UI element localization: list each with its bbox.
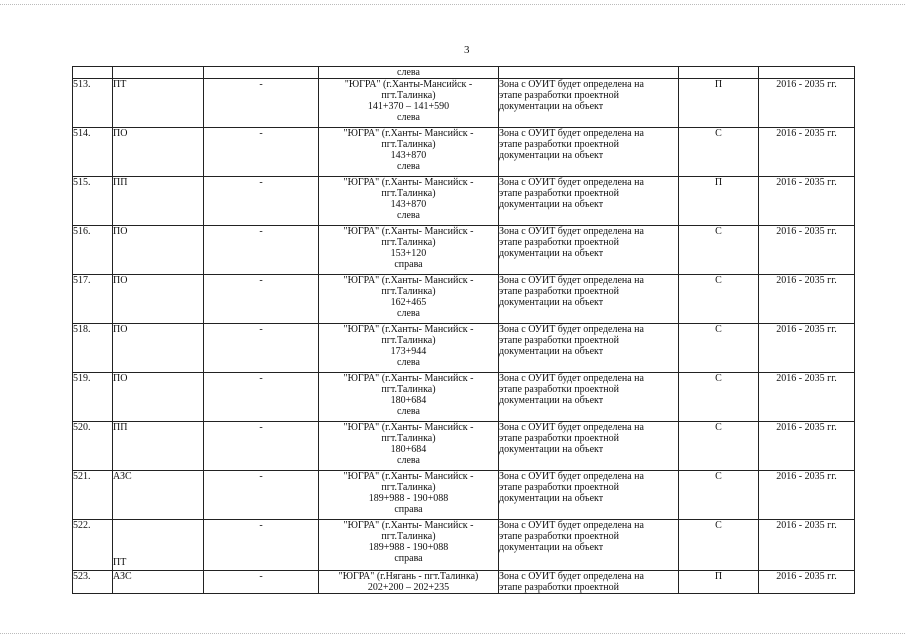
object-type: ПО [113,275,204,324]
objects-table [72,66,855,594]
table-row [73,177,855,226]
row-number: 514. [73,128,113,177]
zone-line: этапе разработки проектной [499,237,619,248]
object-type: ПП [113,177,204,226]
empty-value: - [204,128,319,177]
location-cell [319,128,499,177]
category-cell: П [679,177,759,226]
category-cell: С [679,471,759,520]
location-cell [319,226,499,275]
location-cell [319,520,499,571]
location-line: слева [397,308,420,319]
period-cell: 2016 - 2035 гг. [759,128,855,177]
period-cell: 2016 - 2035 гг. [759,471,855,520]
scan-edge-top [0,4,905,8]
zone-line: документации на объект [499,346,604,357]
category-cell: С [679,422,759,471]
row-number: 518. [73,324,113,373]
location-line: "ЮГРА" (г.Ханты- Мансийск - [343,128,474,139]
location-line: слева [397,161,420,172]
location-line: справа [394,259,423,270]
location-cell [319,275,499,324]
location-line: 180+684 [390,444,427,455]
zone-line: этапе разработки проектной [499,90,619,101]
zone-cell [499,79,679,128]
location-line: "ЮГРА" (г.Ханты-Мансийск - [344,79,473,90]
location-line: пгт.Талинка) [381,139,436,150]
empty-value: - [204,177,319,226]
zone-line: Зона с ОУИТ будет определена на [499,324,644,335]
category-cell: С [679,275,759,324]
location-line: слева [397,112,420,123]
object-type: АЗС [113,471,204,520]
location-line: 153+120 [390,248,427,259]
zone-line: этапе разработки проектной [499,433,619,444]
table-cell [759,67,855,79]
row-number: 521. [73,471,113,520]
table-row [73,275,855,324]
table-cell [679,67,759,79]
object-type: ПТ [113,520,204,571]
location-line: "ЮГРА" (г.Ханты- Мансийск - [343,520,474,531]
location-line: 189+988 - 190+088 [368,542,449,553]
location-line: слева [397,406,420,417]
table-row [73,520,855,571]
page-number: 3 [464,44,470,56]
row-number: 520. [73,422,113,471]
zone-cell [499,373,679,422]
object-type: ПО [113,226,204,275]
zone-line: Зона с ОУИТ будет определена на [499,373,644,384]
zone-line: документации на объект [499,395,604,406]
zone-line: Зона с ОУИТ будет определена на [499,275,644,286]
zone-line: Зона с ОУИТ будет определена на [499,471,644,482]
category-cell: С [679,520,759,571]
location-line: слева [397,210,420,221]
empty-value: - [204,226,319,275]
table-cell [73,67,113,79]
category-cell: С [679,128,759,177]
zone-line: документации на объект [499,101,604,112]
zone-line: этапе разработки проектной [499,531,619,542]
location-cell [319,373,499,422]
location-line: пгт.Талинка) [381,286,436,297]
location-cell [319,324,499,373]
empty-value: - [204,373,319,422]
category-cell: С [679,324,759,373]
table-row [73,471,855,520]
table-row [73,79,855,128]
table-cell [113,67,204,79]
zone-line: документации на объект [499,248,604,259]
period-cell: 2016 - 2035 гг. [759,571,855,594]
zone-line: документации на объект [499,444,604,455]
empty-value: - [204,520,319,571]
location-cell: слева [319,67,499,79]
zone-cell [499,128,679,177]
empty-value: - [204,571,319,594]
period-cell: 2016 - 2035 гг. [759,422,855,471]
table-cell [204,67,319,79]
zone-line: Зона с ОУИТ будет определена на [499,571,644,582]
zone-line: документации на объект [499,542,604,553]
zone-cell [499,471,679,520]
row-number: 522. [73,520,113,571]
location-line: "ЮГРА" (г.Ханты- Мансийск - [343,226,474,237]
category-cell: П [679,571,759,594]
zone-line: Зона с ОУИТ будет определена на [499,226,644,237]
zone-line: документации на объект [499,199,604,210]
location-line: 173+944 [390,346,427,357]
table-row [73,373,855,422]
period-cell: 2016 - 2035 гг. [759,373,855,422]
table-row [73,324,855,373]
period-cell: 2016 - 2035 гг. [759,79,855,128]
location-line: 143+870 [390,150,427,161]
empty-value: - [204,324,319,373]
location-line: справа [394,553,423,564]
zone-cell [499,177,679,226]
location-line: пгт.Талинка) [381,384,436,395]
row-number: 519. [73,373,113,422]
location-line: пгт.Талинка) [381,188,436,199]
location-line: 202+200 – 202+235 [367,582,450,593]
location-line: справа [394,504,423,515]
object-type: АЗС [113,571,204,594]
period-cell: 2016 - 2035 гг. [759,275,855,324]
location-line: "ЮГРА" (г.Ханты- Мансийск - [343,324,474,335]
object-type: ПО [113,373,204,422]
location-cell [319,571,499,594]
period-cell: 2016 - 2035 гг. [759,520,855,571]
zone-line: этапе разработки проектной [499,482,619,493]
zone-line: Зона с ОУИТ будет определена на [499,520,644,531]
row-number: 523. [73,571,113,594]
location-line: "ЮГРА" (г.Ханты- Мансийск - [343,275,474,286]
row-number: 515. [73,177,113,226]
location-line: пгт.Талинка) [381,90,436,101]
location-line: слева [397,357,420,368]
zone-line: этапе разработки проектной [499,384,619,395]
row-number: 517. [73,275,113,324]
table-cell [499,67,679,79]
location-line: 141+370 – 141+590 [367,101,450,112]
table-row [73,128,855,177]
zone-cell [499,275,679,324]
zone-line: Зона с ОУИТ будет определена на [499,422,644,433]
location-line: 180+684 [390,395,427,406]
empty-value: - [204,422,319,471]
empty-value: - [204,471,319,520]
zone-cell [499,571,679,594]
category-cell: С [679,373,759,422]
object-type: ПП [113,422,204,471]
zone-line: документации на объект [499,493,604,504]
zone-line: Зона с ОУИТ будет определена на [499,177,644,188]
category-cell: П [679,79,759,128]
location-line: 189+988 - 190+088 [368,493,449,504]
location-line: пгт.Талинка) [381,433,436,444]
zone-line: этапе разработки проектной [499,582,619,593]
zone-line: этапе разработки проектной [499,286,619,297]
location-line: пгт.Талинка) [381,531,436,542]
zone-cell [499,422,679,471]
object-type: ПТ [113,79,204,128]
zone-cell [499,520,679,571]
location-cell [319,177,499,226]
category-cell: С [679,226,759,275]
location-cell [319,422,499,471]
location-line: пгт.Талинка) [381,237,436,248]
location-line: "ЮГРА" (г.Ханты- Мансийск - [343,373,474,384]
table-row [73,226,855,275]
row-number: 516. [73,226,113,275]
zone-line: этапе разработки проектной [499,188,619,199]
period-cell: 2016 - 2035 гг. [759,226,855,275]
row-number: 513. [73,79,113,128]
scan-edge-bottom [0,633,905,637]
object-type: ПО [113,324,204,373]
location-line: "ЮГРА" (г.Ханты- Мансийск - [343,471,474,482]
location-cell [319,79,499,128]
location-cell [319,471,499,520]
table-row [73,571,855,594]
zone-line: Зона с ОУИТ будет определена на [499,128,644,139]
zone-line: документации на объект [499,150,604,161]
continued-row [73,67,855,79]
zone-cell [499,324,679,373]
empty-value: - [204,275,319,324]
empty-value: - [204,79,319,128]
location-line: слева [397,455,420,466]
zone-line: этапе разработки проектной [499,139,619,150]
zone-cell [499,226,679,275]
location-line: "ЮГРА" (г.Ханты- Мансийск - [343,177,474,188]
location-line: пгт.Талинка) [381,335,436,346]
period-cell: 2016 - 2035 гг. [759,177,855,226]
location-line: "ЮГРА" (г.Ханты- Мансийск - [343,422,474,433]
location-line: "ЮГРА" (г.Нягань - пгт.Талинка) [338,571,479,582]
period-cell: 2016 - 2035 гг. [759,324,855,373]
location-line: пгт.Талинка) [381,482,436,493]
location-line: 162+465 [390,297,427,308]
table-row [73,422,855,471]
object-type: ПО [113,128,204,177]
zone-line: документации на объект [499,297,604,308]
zone-line: Зона с ОУИТ будет определена на [499,79,644,90]
location-line: 143+870 [390,199,427,210]
zone-line: этапе разработки проектной [499,335,619,346]
